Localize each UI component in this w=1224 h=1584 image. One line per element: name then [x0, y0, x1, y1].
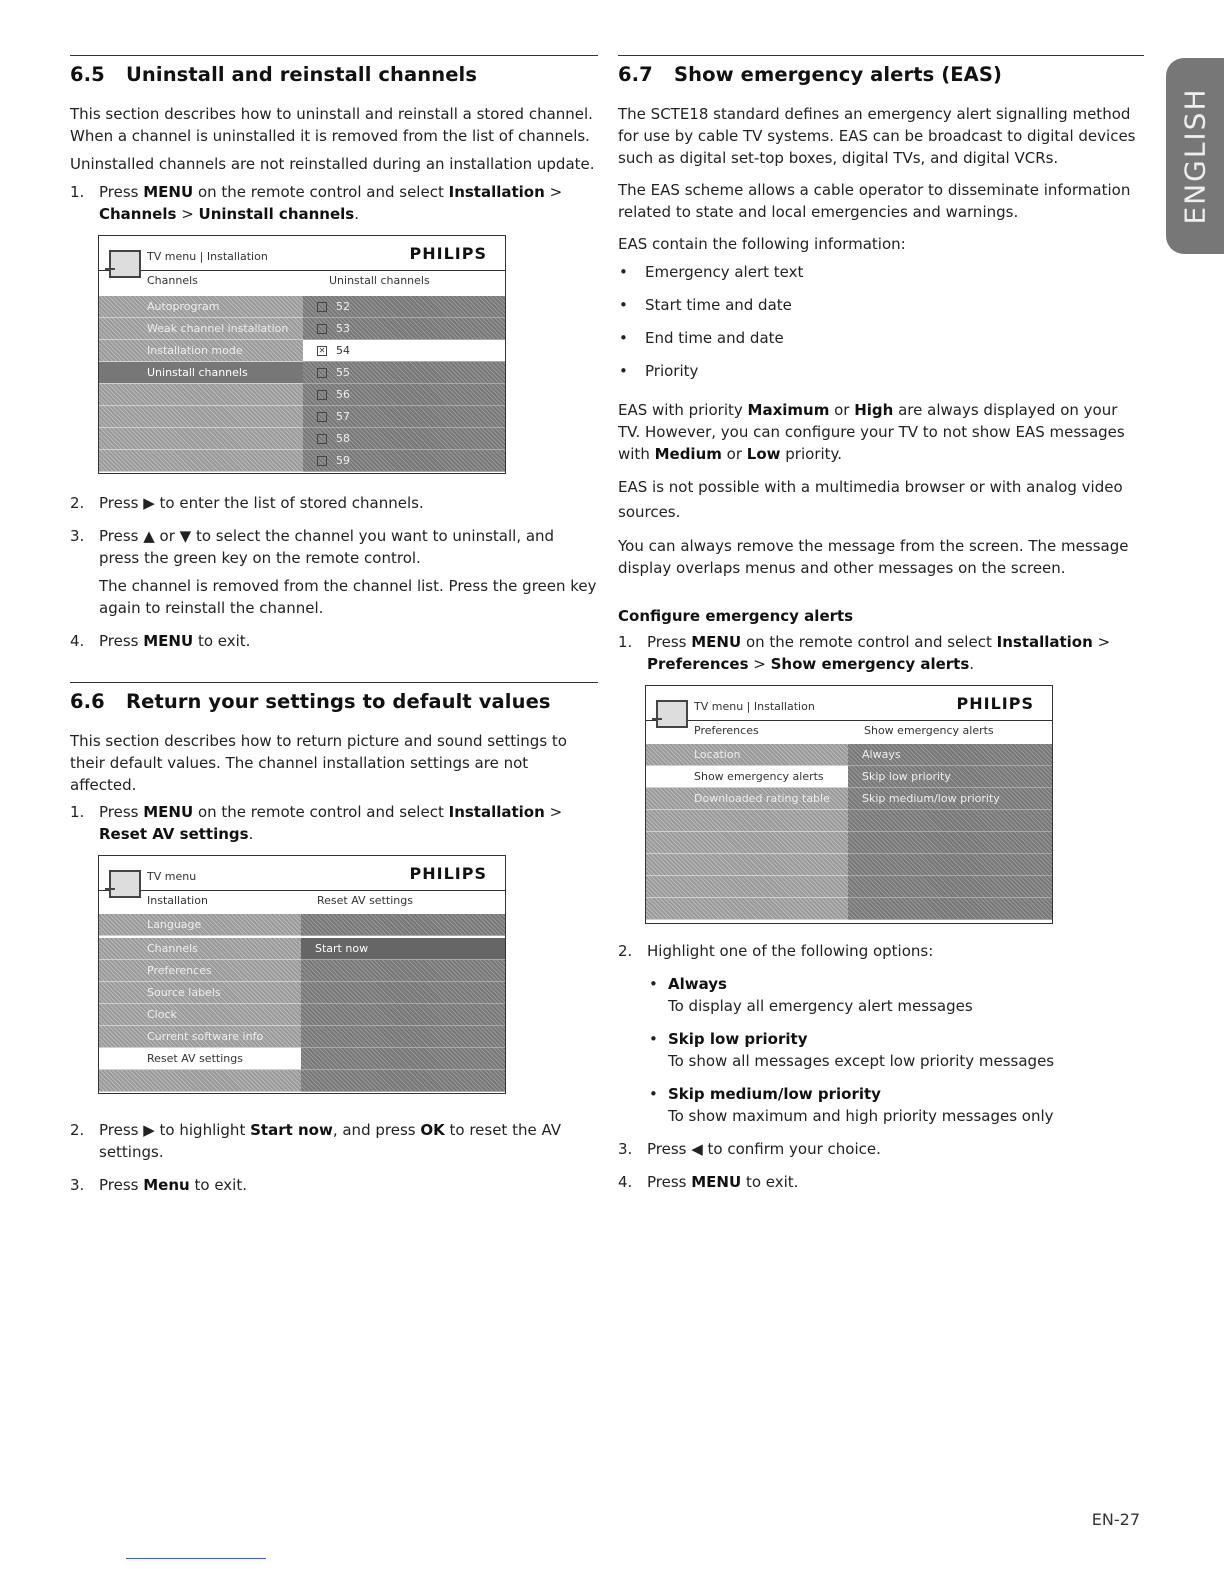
- section-heading: [618, 56, 1144, 86]
- text: or: [829, 401, 855, 419]
- menu-column-left-title: Preferences: [694, 724, 759, 737]
- text: priority.: [780, 445, 843, 463]
- menu-item-show-emergency-alerts[interactable]: Show emergency alerts: [646, 766, 848, 788]
- menu-item-channels[interactable]: Channels: [99, 938, 301, 960]
- step-number: 4.: [618, 1173, 633, 1191]
- bold-term: MENU: [143, 183, 194, 201]
- text: are always displayed on your TV. However, you can configure your TV to not show EAS messages with: [618, 401, 1125, 463]
- channel-number: 54: [336, 344, 350, 357]
- option-row-empty: [301, 1026, 505, 1048]
- menu-item-empty: [646, 832, 848, 854]
- checkbox-icon: [317, 434, 327, 444]
- left-column: [70, 55, 598, 1196]
- language-tab: [1166, 58, 1224, 254]
- text: >: [176, 205, 199, 223]
- option-description: To display all emergency alert messages: [668, 997, 973, 1015]
- bold-term: MENU: [143, 803, 194, 821]
- step-2: [70, 1119, 598, 1163]
- step-4: [70, 630, 598, 652]
- text: Press ▶ to highlight: [99, 1121, 251, 1139]
- menu-column-right-title: Uninstall channels: [329, 274, 430, 287]
- bullet-item: • Start time and date: [618, 294, 1144, 316]
- channel-row[interactable]: [303, 318, 505, 340]
- paragraph: This section describes how to uninstall and reinstall a stored channel. When a channel is uninstalled it is removed from the list of channels.: [70, 105, 593, 145]
- text: .: [248, 825, 254, 843]
- checkbox-icon: [317, 390, 327, 400]
- checkbox-icon: [317, 456, 327, 466]
- step-number: 3.: [70, 1176, 85, 1194]
- menu-column-right-title: Reset AV settings: [317, 894, 413, 907]
- option-row-empty: [301, 1048, 505, 1070]
- menu-item-preferences[interactable]: Preferences: [99, 960, 301, 982]
- section-title: Return your settings to default values: [126, 690, 551, 713]
- channel-number: 53: [336, 322, 350, 335]
- section-6-6: [70, 682, 598, 1196]
- option-item: [618, 1083, 1144, 1127]
- bullet-item: • Priority: [618, 360, 1144, 382]
- text: .: [969, 655, 975, 673]
- option-always[interactable]: Always: [848, 744, 1052, 766]
- menu-item-empty: [99, 1070, 301, 1092]
- tv-icon: [109, 870, 141, 898]
- bold-term: Uninstall channels: [198, 205, 355, 223]
- menu-item-downloaded-rating-table[interactable]: Downloaded rating table: [646, 788, 848, 810]
- channel-row[interactable]: [303, 450, 505, 472]
- step-number: 3.: [70, 527, 85, 545]
- bold-term: Installation: [448, 803, 545, 821]
- channel-number: 56: [336, 388, 350, 401]
- channel-number: 58: [336, 432, 350, 445]
- section-title: Uninstall and reinstall channels: [126, 63, 478, 86]
- text: Press: [647, 633, 692, 651]
- bold-term: Menu: [143, 1176, 190, 1194]
- paragraph: EAS is not possible with a multimedia browser or with analog video sources.: [618, 478, 1123, 521]
- step-number: 1.: [618, 633, 633, 651]
- footer-divider: [126, 1558, 266, 1559]
- option-skip-low-priority[interactable]: Skip low priority: [848, 766, 1052, 788]
- text: .: [354, 205, 360, 223]
- option-row-empty: [301, 982, 505, 1004]
- menu-column-left-title: Channels: [147, 274, 198, 287]
- step-number: 2.: [70, 1121, 85, 1139]
- step-1: [70, 181, 598, 225]
- text: >: [544, 183, 563, 201]
- text: to exit.: [193, 632, 251, 650]
- step-note: The channel is removed from the channel list. Press the green key again to reinstall the channel.: [99, 577, 597, 617]
- text: , and press: [332, 1121, 421, 1139]
- channel-row[interactable]: [303, 296, 505, 318]
- option-row-empty: [301, 1004, 505, 1026]
- menu-item-empty: [646, 898, 848, 920]
- paragraph: [618, 399, 1144, 465]
- paragraph: EAS contain the following information:: [618, 235, 906, 253]
- step-3: [70, 1174, 598, 1196]
- step-number: 1.: [70, 183, 85, 201]
- step-number: 2.: [70, 494, 85, 512]
- tv-menu-reset-av-settings: [98, 855, 506, 1094]
- section-number: 6.7: [618, 63, 653, 86]
- option-title: Always: [668, 975, 727, 993]
- option-row-empty: [848, 810, 1052, 832]
- menu-item-uninstall-channels[interactable]: Uninstall channels: [99, 362, 303, 384]
- menu-header: [99, 236, 505, 271]
- option-item: [618, 973, 1144, 1017]
- option-row-empty: [848, 854, 1052, 876]
- text: on the remote control and select: [741, 633, 997, 651]
- menu-column-left-title: Installation: [147, 894, 208, 907]
- menu-item-empty: [99, 450, 303, 472]
- checkbox-checked-icon: ✕: [318, 346, 326, 355]
- option-row-empty: [848, 832, 1052, 854]
- step-4: [618, 1171, 1144, 1193]
- option-row-empty: [301, 1070, 505, 1092]
- menu-item-weak-channel-installation[interactable]: Weak channel installation: [99, 318, 303, 340]
- bullet-icon: •: [649, 1085, 658, 1103]
- text: to exit.: [189, 1176, 247, 1194]
- option-row-empty: [848, 898, 1052, 920]
- tv-icon: [656, 700, 688, 728]
- menu-item-clock[interactable]: Clock: [99, 1004, 301, 1026]
- menu-breadcrumb: TV menu: [147, 870, 197, 883]
- bold-term: Reset AV settings: [99, 825, 249, 843]
- bold-term: Installation: [448, 183, 545, 201]
- language-tab-label: ENGLISH: [1178, 87, 1212, 225]
- channel-row[interactable]: [303, 428, 505, 450]
- step-number: 2.: [618, 942, 633, 960]
- text: or: [721, 445, 747, 463]
- option-skip-medium-low-priority[interactable]: Skip medium/low priority: [848, 788, 1052, 810]
- step-text: Press ◀ to confirm your choice.: [647, 1140, 881, 1158]
- menu-item-source-labels[interactable]: Source labels: [99, 982, 301, 1004]
- step-1: [70, 801, 598, 845]
- menu-item-location[interactable]: Location: [646, 744, 848, 766]
- section-6-7: [618, 55, 1144, 1193]
- bold-term: Low: [746, 445, 781, 463]
- right-column: [618, 55, 1144, 1193]
- text: >: [544, 803, 563, 821]
- checkbox-icon: [317, 368, 327, 378]
- option-title: Skip low priority: [668, 1030, 808, 1048]
- bullet-icon: •: [649, 975, 658, 993]
- menu-item-empty: [99, 384, 303, 406]
- menu-item-reset-av-settings[interactable]: Reset AV settings: [99, 1048, 301, 1070]
- channel-number: 59: [336, 454, 350, 467]
- option-title: Skip medium/low priority: [668, 1085, 881, 1103]
- bold-term: Installation: [996, 633, 1093, 651]
- paragraph: Uninstalled channels are not reinstalled during an installation update.: [70, 155, 595, 173]
- menu-item-language[interactable]: Language: [99, 914, 301, 936]
- paragraph: This section describes how to return picture and sound settings to their default values. The channel installation settings are not affected.: [70, 732, 567, 794]
- philips-logo: PHILIPS: [409, 244, 487, 263]
- menu-breadcrumb: TV menu | Installation: [694, 700, 815, 713]
- page-number: EN-27: [1091, 1510, 1140, 1529]
- paragraph: The SCTE18 standard defines an emergency alert signalling method for use by cable TV systems. EAS can be broadcast to digital devices such as digital set-top boxes, digital TVs, and digital VCRs.: [618, 105, 1136, 167]
- text: >: [1092, 633, 1111, 651]
- channel-row[interactable]: [303, 340, 505, 362]
- step-1: [618, 631, 1144, 675]
- checkbox-icon: [317, 412, 327, 422]
- menu-item-autoprogram[interactable]: Autoprogram: [99, 296, 303, 318]
- checkbox-icon: [317, 324, 327, 334]
- paragraph: The EAS scheme allows a cable operator to disseminate information related to state and local emergencies and warnings.: [618, 181, 1131, 221]
- step-text: Press ▲ or ▼ to select the channel you want to uninstall, and press the green key on the remote control.: [99, 527, 555, 567]
- menu-item-empty: [646, 810, 848, 832]
- step-number: 4.: [70, 632, 85, 650]
- subsection-title: Configure emergency alerts: [618, 607, 854, 625]
- section-title: Show emergency alerts (EAS): [674, 63, 1003, 86]
- menu-item-empty: [99, 406, 303, 428]
- section-heading: [70, 56, 598, 86]
- bold-term: Channels: [99, 205, 177, 223]
- philips-logo: PHILIPS: [956, 694, 1034, 713]
- channel-row[interactable]: [303, 384, 505, 406]
- text: on the remote control and select: [193, 803, 449, 821]
- paragraph: You can always remove the message from the screen. The message display overlaps menus and other messages on the screen.: [618, 537, 1129, 577]
- text: to reset the AV settings.: [99, 1121, 562, 1161]
- menu-breadcrumb: TV menu | Installation: [147, 250, 268, 263]
- text: Press: [99, 183, 144, 201]
- step-number: 3.: [618, 1140, 633, 1158]
- menu-item-empty: [646, 876, 848, 898]
- step-3: [70, 525, 598, 619]
- section-number: 6.5: [70, 63, 105, 86]
- step-3: [618, 1138, 1144, 1160]
- channel-row[interactable]: [303, 406, 505, 428]
- channel-number: 57: [336, 410, 350, 423]
- bullet-item: • End time and date: [618, 327, 1144, 349]
- bullet-item: • Emergency alert text: [618, 261, 1144, 283]
- bullet-icon: •: [649, 1030, 658, 1048]
- channel-number: 55: [336, 366, 350, 379]
- option-start-now[interactable]: Start now: [301, 938, 505, 960]
- option-item: [618, 1028, 1144, 1072]
- step-number: 1.: [70, 803, 85, 821]
- philips-logo: PHILIPS: [409, 864, 487, 883]
- menu-header: [646, 686, 1052, 721]
- text: >: [748, 655, 771, 673]
- tv-menu-show-emergency-alerts: [645, 685, 1053, 924]
- menu-header: [99, 856, 505, 891]
- option-description: To show maximum and high priority messages only: [668, 1107, 1054, 1125]
- step-text: Highlight one of the following options:: [647, 942, 934, 960]
- channel-number: 52: [336, 300, 350, 313]
- channel-row[interactable]: [303, 362, 505, 384]
- text: Press: [99, 632, 144, 650]
- menu-item-current-software-info[interactable]: Current software info: [99, 1026, 301, 1048]
- tv-menu-uninstall-channels: [98, 235, 506, 474]
- bold-term: Maximum: [747, 401, 830, 419]
- bold-term: MENU: [691, 1173, 742, 1191]
- bold-term: Show emergency alerts: [770, 655, 970, 673]
- tv-icon: [109, 250, 141, 278]
- text: Press: [99, 803, 144, 821]
- menu-item-empty: [99, 428, 303, 450]
- text: to exit.: [741, 1173, 799, 1191]
- option-row-empty: [848, 876, 1052, 898]
- step-2: [70, 492, 598, 514]
- bold-term: Start now: [250, 1121, 333, 1139]
- text: Press: [99, 1176, 144, 1194]
- text: Press: [647, 1173, 692, 1191]
- bold-term: Medium: [654, 445, 722, 463]
- option-row-empty: [301, 960, 505, 982]
- text: on the remote control and select: [193, 183, 449, 201]
- menu-column-right-title: Show emergency alerts: [864, 724, 994, 737]
- step-2: [618, 940, 1144, 962]
- section-heading: [70, 683, 598, 713]
- menu-item-installation-mode[interactable]: Installation mode: [99, 340, 303, 362]
- section-6-5: [70, 55, 598, 652]
- bold-term: MENU: [143, 632, 194, 650]
- bold-term: MENU: [691, 633, 742, 651]
- menu-item-empty: [646, 854, 848, 876]
- bold-term: Preferences: [647, 655, 749, 673]
- option-description: To show all messages except low priority messages: [668, 1052, 1055, 1070]
- section-number: 6.6: [70, 690, 105, 713]
- checkbox-icon: [317, 302, 327, 312]
- option-row-empty: [301, 914, 505, 936]
- bold-term: OK: [420, 1121, 445, 1139]
- text: EAS with priority: [618, 401, 748, 419]
- step-text: Press ▶ to enter the list of stored channels.: [99, 494, 424, 512]
- bold-term: High: [854, 401, 894, 419]
